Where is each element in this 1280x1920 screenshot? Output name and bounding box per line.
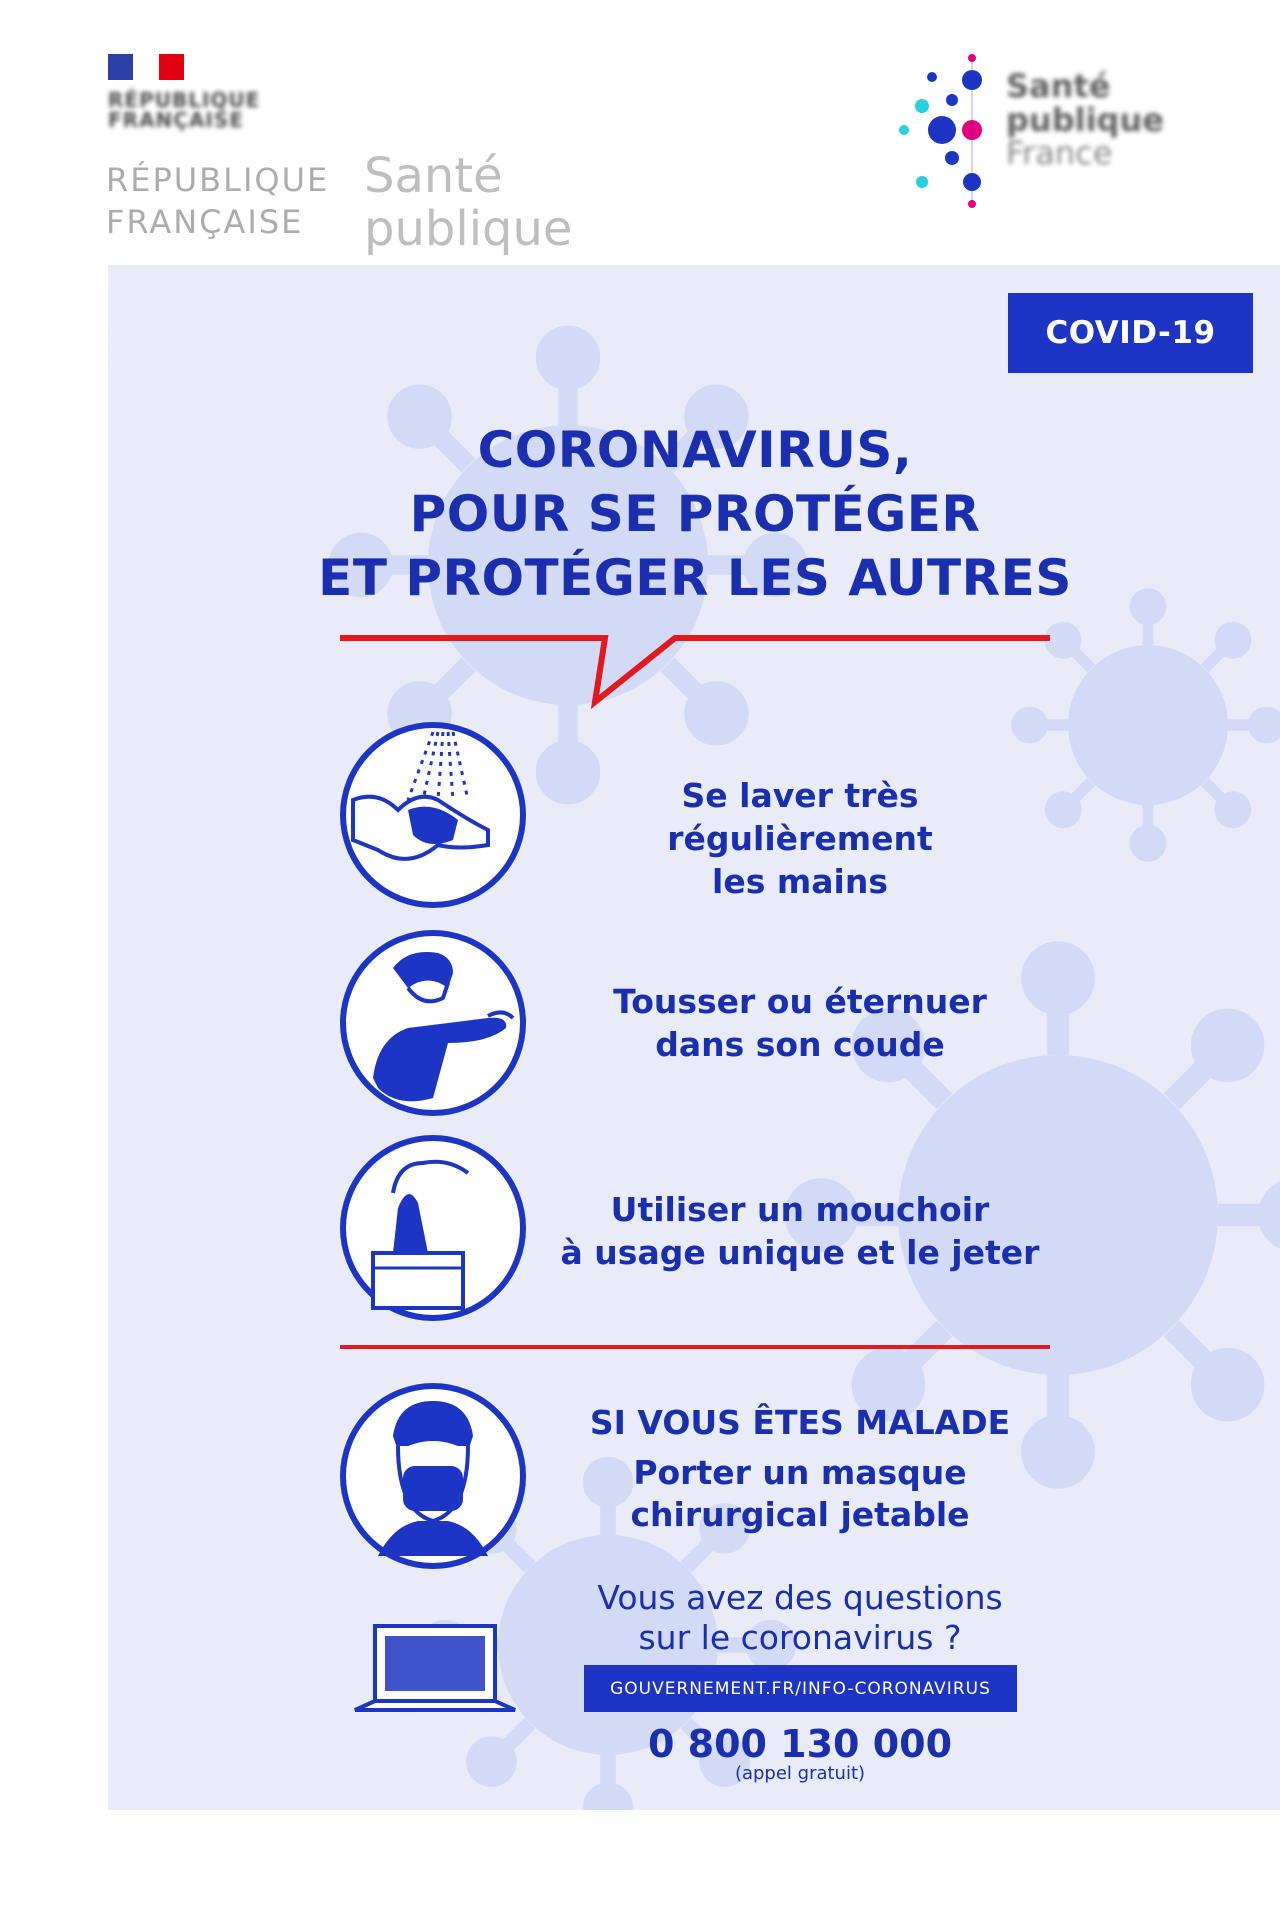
title-line-1: CORONAVIRUS, <box>477 421 913 479</box>
tissue-box-icon <box>338 1133 528 1323</box>
gesture-2-line-1: Tousser ou éternuer <box>613 982 987 1021</box>
gesture-3-line-2: à usage unique et le jeter <box>560 1233 1040 1272</box>
title-line-3: ET PROTÉGER LES AUTRES <box>318 549 1072 607</box>
malade-instruction <box>545 1452 1055 1536</box>
spf-logo-line-2: publique <box>1006 100 1164 139</box>
phone-number[interactable]: 0 800 130 000 <box>647 1722 953 1766</box>
red-separator <box>340 1345 1050 1349</box>
hand-washing-icon <box>338 720 528 910</box>
malade-line-2: chirurgical jetable <box>630 1495 970 1534</box>
malade-heading: SI VOUS ÊTES MALADE <box>589 1403 1011 1442</box>
title-line-2: POUR SE PROTÉGER <box>409 485 981 543</box>
rf-logo-line-2: FRANÇAISE <box>108 108 244 132</box>
rf-logo-line-1: RÉPUBLIQUE <box>108 88 261 112</box>
phone-note: (appel gratuit) <box>734 1763 866 1784</box>
republique-francaise-ghost-text <box>106 160 330 243</box>
questions-line-1: Vous avez des questions <box>597 1578 1003 1617</box>
rf-ghost-line-1: RÉPUBLIQUE <box>106 161 330 199</box>
spf-logo-line-3: France <box>1006 134 1113 173</box>
info-coronavirus-link[interactable]: GOUVERNEMENT.FR/INFO-CORONAVIRUS <box>584 1665 1017 1712</box>
cough-elbow-icon <box>338 928 528 1118</box>
spf-ghost-line-2: publique <box>364 200 573 257</box>
gesture-1-line-1: Se laver très régulièrement <box>667 776 933 858</box>
covid-19-badge: COVID-19 <box>1008 293 1253 373</box>
speech-bubble-divider <box>340 632 1060 712</box>
gesture-3-line-1: Utiliser un mouchoir <box>610 1190 990 1229</box>
gesture-1-line-2: les mains <box>712 862 888 901</box>
gesture-2-line-2: dans son coude <box>655 1025 945 1064</box>
sante-publique-france-logo-text <box>1006 67 1246 173</box>
face-mask-icon <box>338 1381 528 1571</box>
questions-text <box>545 1578 1055 1658</box>
questions-line-2: sur le coronavirus ? <box>638 1618 962 1657</box>
spf-logo-line-1: Santé <box>1006 67 1111 105</box>
laptop-icon <box>350 1618 520 1718</box>
republique-francaise-flag-icon <box>108 54 184 80</box>
rf-ghost-line-2: FRANÇAISE <box>106 202 304 241</box>
gesture-text-cough-elbow <box>545 980 1055 1066</box>
gesture-text-tissue <box>545 1188 1055 1274</box>
republique-francaise-logo <box>108 90 308 130</box>
malade-line-1: Porter un masque <box>633 1453 967 1492</box>
spf-ghost-line-1: Santé <box>364 148 503 204</box>
page-title <box>300 418 1090 610</box>
gesture-text-hand-washing <box>545 774 1055 903</box>
